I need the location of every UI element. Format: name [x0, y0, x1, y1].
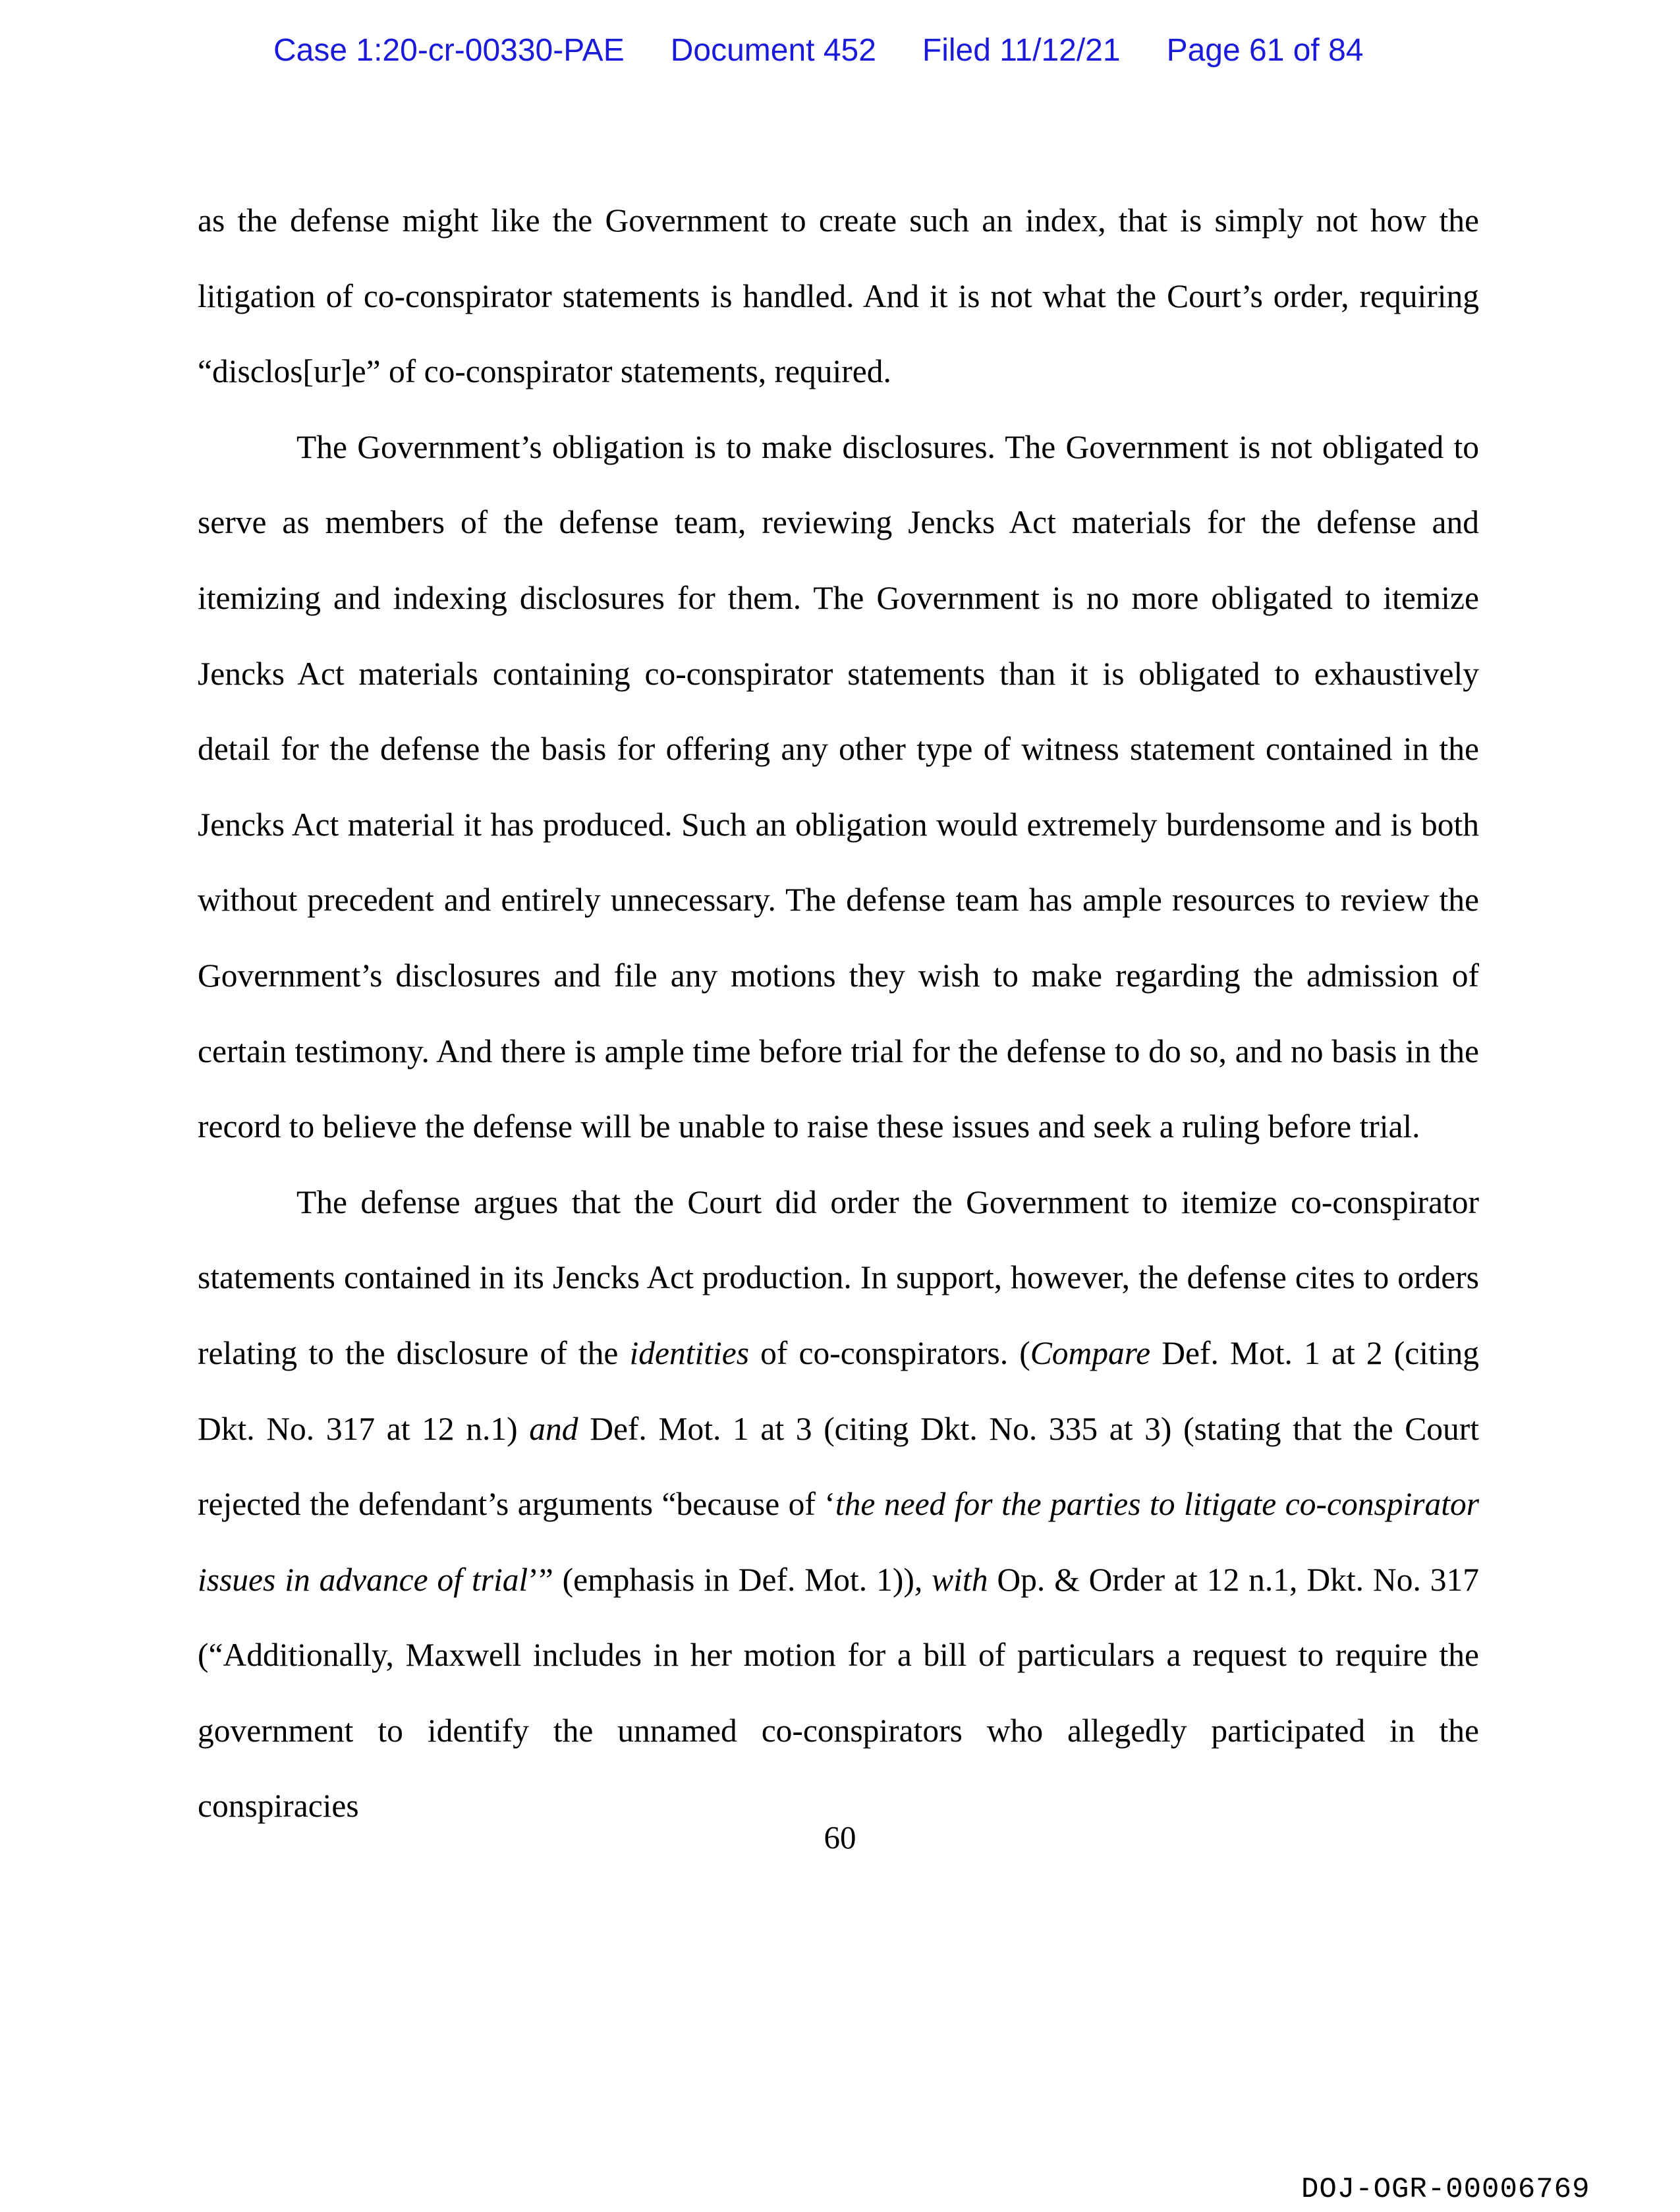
document-number: Document 452 [670, 33, 876, 68]
paragraph-2 [198, 410, 1479, 1165]
paragraph-3-text-4: Def. Mot. 1 at 3 (citing Dkt. No. 335 at 3) (stating that the Court rejected the defendant’s arguments “because of ‘ [198, 1410, 1479, 1523]
page-number: 60 [824, 1819, 856, 1856]
paragraph-3 [198, 1165, 1479, 1844]
paragraph-1-text: as the defense might like the Government to create such an index, that is simply not how the litigation of co-conspirator statements is handled. And it is not what the Court’s order, requiring “disclos[ur]e” of co-conspirator statements, required. [198, 202, 1479, 390]
paragraph-2-text: The Government’s obligation is to make disclosures. The Government is not obligated to serve as members of the defense team, reviewing Jencks Act materials for the defense and itemizing and indexing disclosures for them. The Government is no more obligated to itemize Jencks Act materials containing co-conspirator statements than it is obligated to exhaustively detail for the defense the basis for offering any other type of witness statement contained in the Jencks Act material it has produced. Such an obligation would extremely burdensome and is both without precedent and entirely unnecessary. The defense team has ample resources to review the Government’s disclosures and file any motions they wish to make regarding the admission of certain testimony. And there is ample time before trial for the defense to do so, and no basis in the record to believe the defense will be unable to raise these issues and seek a ruling before trial. [198, 428, 1479, 1145]
signal-with: , with [914, 1561, 988, 1598]
case-header [273, 28, 1407, 74]
signal-and: and [529, 1410, 578, 1447]
paragraph-1 [198, 183, 1479, 410]
paragraph-3-text-1: The defense argues that the Court did order the Government to itemize co-conspirator statements contained in its Jencks Act production. In support, however, the defense cites to orders relating to the disclosure of the [198, 1183, 1479, 1371]
paragraph-3-text-3: Def. Mot. 1 at 2 (citing Dkt. No. 317 at 12 n.1) [198, 1334, 1479, 1447]
document-body [198, 183, 1479, 1844]
emphasized-quote: the need for the parties to litigate co-conspirator issues in advance of trial [198, 1486, 1479, 1598]
case-number: Case 1:20-cr-00330-PAE [273, 33, 625, 68]
signal-compare: Compare [1030, 1334, 1151, 1371]
bates-number: DOJ-OGR-00006769 [1301, 2173, 1590, 2206]
paragraph-3-text-2: of co-conspirators. ( [749, 1334, 1030, 1371]
paragraph-3-text-6: Op. & Order at 12 n.1, Dkt. No. 317 (“Additionally, Maxwell includes in her motion for a bill of particulars a request to require the government to identify the unnamed co-conspirators who allegedly participated in the conspiracies [198, 1561, 1480, 1825]
emphasis-identities: identities [629, 1334, 749, 1371]
page-of-total: Page 61 of 84 [1166, 33, 1364, 68]
filed-date: Filed 11/12/21 [922, 33, 1121, 68]
paragraph-3-text-5: ’” (emphasis in Def. Mot. 1)) [528, 1561, 914, 1598]
